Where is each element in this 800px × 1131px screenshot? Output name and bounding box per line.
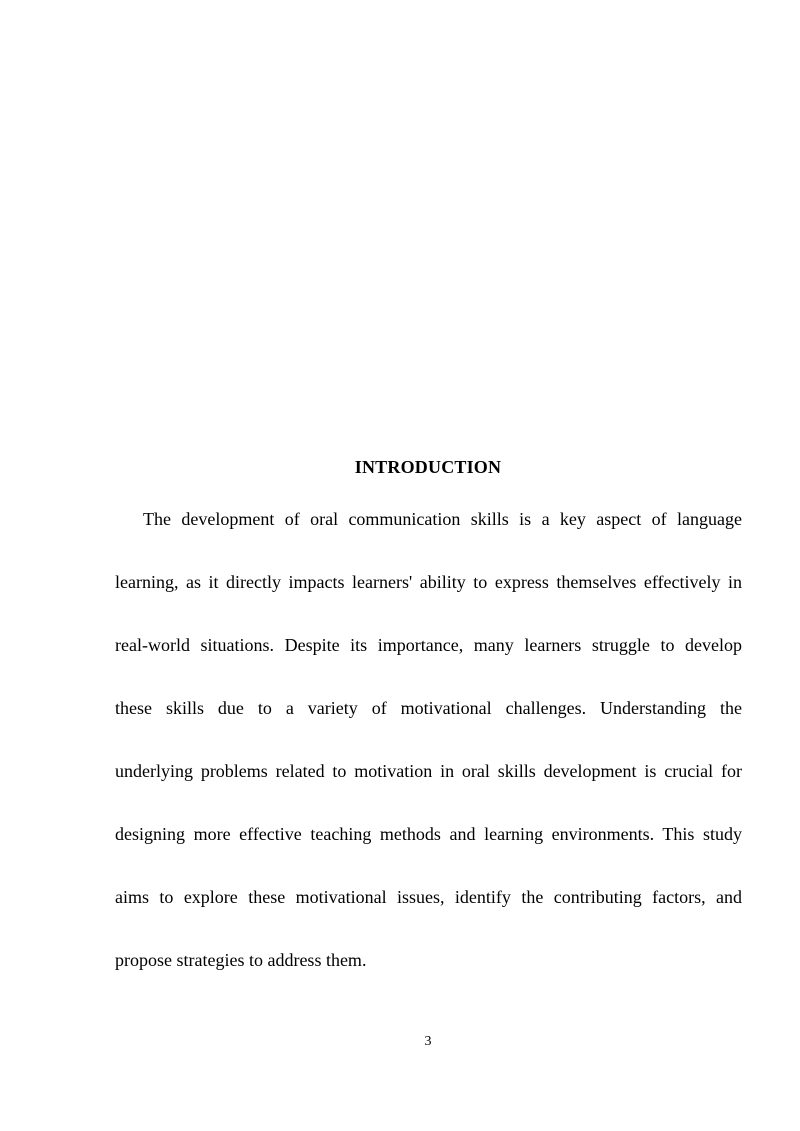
paragraph-line-4: these skills due to a variety of motivational challenges. Understanding the xyxy=(115,698,742,718)
paragraph-line-1: The development of oral communication skills is a key aspect of language xyxy=(143,509,742,529)
paragraph-line-6: designing more effective teaching methods and learning environments. This study xyxy=(115,824,742,844)
paragraph-line-5: underlying problems related to motivation in oral skills development is crucial for xyxy=(115,761,742,781)
section-heading: INTRODUCTION xyxy=(354,457,502,477)
paragraph-line-8: propose strategies to address them. xyxy=(115,950,367,970)
paragraph-line-3: real-world situations. Despite its importance, many learners struggle to develop xyxy=(115,635,742,655)
paragraph-line-2: learning, as it directly impacts learners' ability to express themselves effectively in xyxy=(115,572,742,592)
introduction-paragraph xyxy=(115,506,742,1010)
page-number: 3 xyxy=(424,1034,432,1049)
paragraph-line-7: aims to explore these motivational issues, identify the contributing factors, and xyxy=(115,887,742,907)
